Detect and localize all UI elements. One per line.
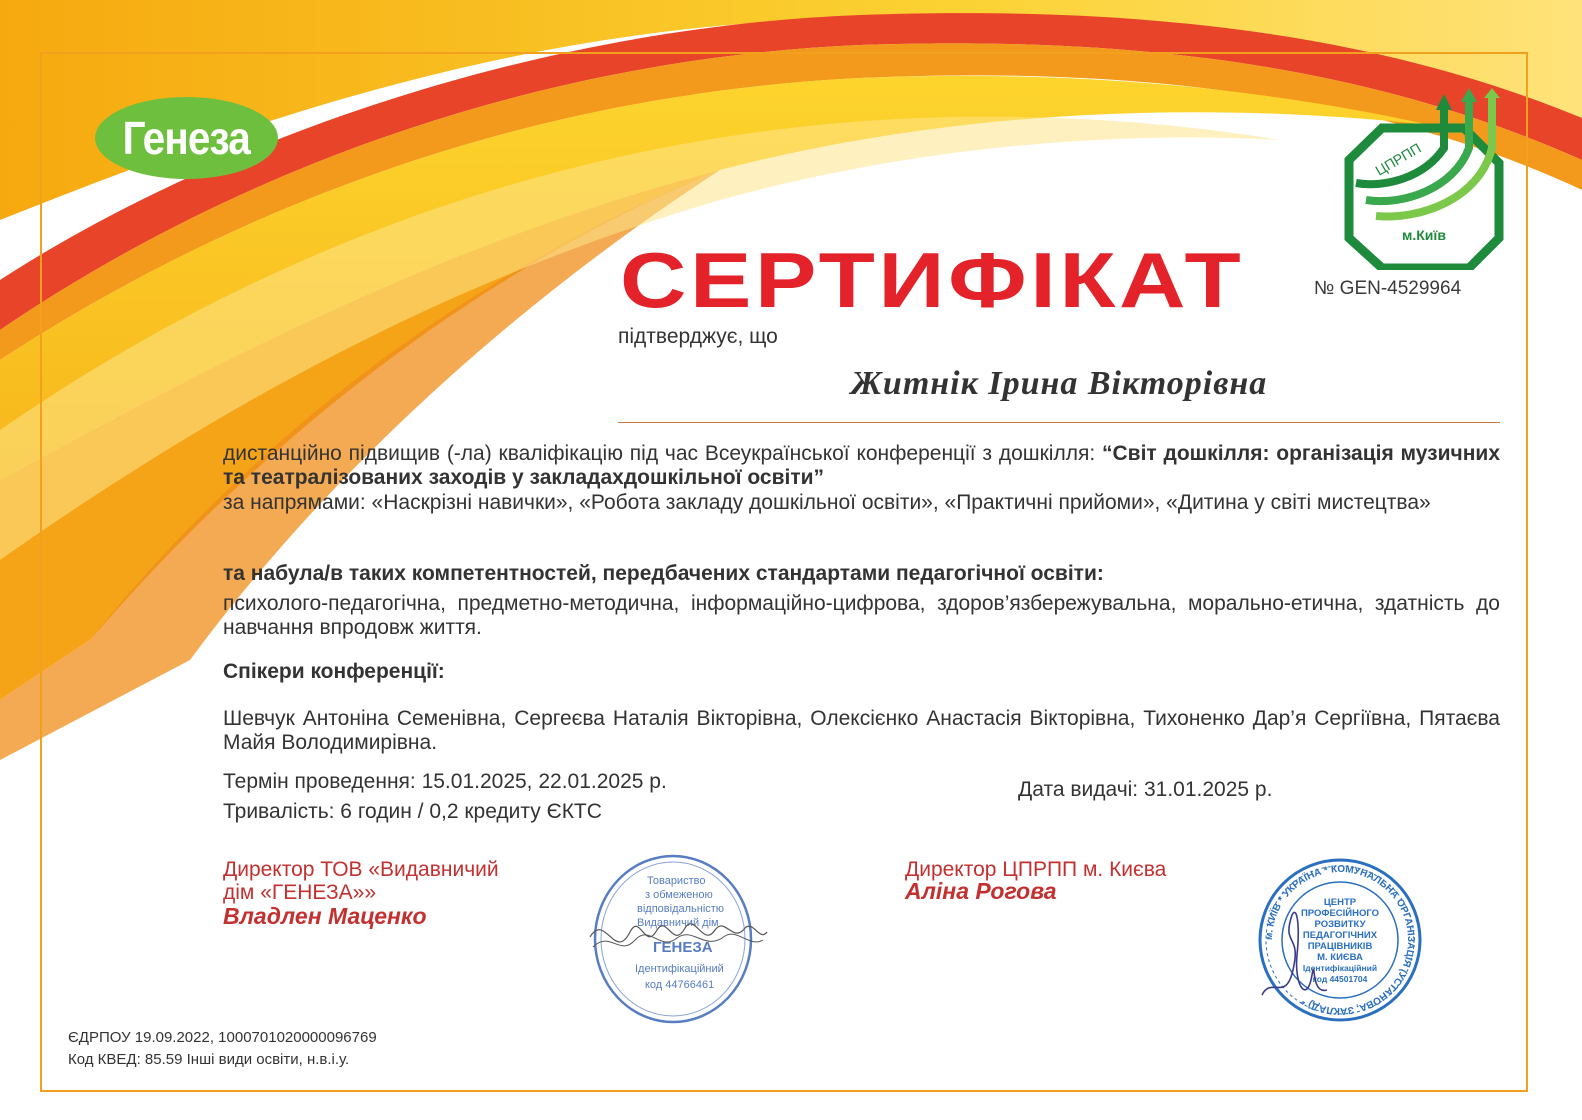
speakers-text: Шевчук Антоніна Семенівна, Сергеєва Наталія Вікторівна, Олексієнко Анастасія Вікторівна, Тихоненко Дар’я Сергіївна, Пятаєва Майя Володимирівна. [223, 707, 1500, 754]
stamp-right-line3: РОЗВИТКУ [1314, 919, 1366, 930]
signature-right-name: Аліна Рогова [905, 878, 1057, 904]
stamp-left-line1: Товариство [647, 875, 706, 887]
stamp-right-line8: код 44501704 [1312, 974, 1368, 984]
signature-left-role-line1: Директор ТОВ «Видавничий [223, 858, 499, 881]
geneza-logo [95, 97, 278, 179]
stamp-right-line5: ПРАЦІВНИКІВ [1307, 941, 1373, 952]
stamp-left-line4: Видавничий дім [637, 917, 719, 929]
certificate-number: № GEN-4529964 [1314, 278, 1462, 299]
stamp-left [585, 852, 770, 1027]
recipient-name: Житнік Ірина Вікторівна [850, 365, 1268, 402]
geneza-logo-text: Генеза [122, 112, 251, 164]
cprpp-logo [1344, 88, 1504, 270]
stamp-right [1252, 855, 1427, 1025]
stamp-right-line7: Ідентифікаційний [1302, 963, 1378, 973]
stamp-right-line4: ПЕДАГОГІЧНИХ [1302, 930, 1378, 941]
stamp-right-line2: ПРОФЕСІЙНОГО [1300, 908, 1380, 919]
certificate-title: СЕРТИФІКАТ [620, 236, 1245, 324]
qualification-paragraph [223, 442, 1500, 490]
issue-date: Дата видачі: 31.01.2025 р. [1018, 778, 1273, 801]
qualification-text: дистанційно підвищив (-ла) кваліфікацію під час Всеукраїнської конференції з дошкілля: [223, 442, 1103, 465]
directions-paragraph: за напрямами: «Наскрізні навички», «Робота закладу дошкільної освіти», «Практичні прийоми», «Дитина у світі мистецтва» [223, 491, 1431, 514]
stamp-left-line7: код 44766461 [645, 979, 715, 991]
competencies-heading: та набула/в таких компетентностей, передбачених стандартами педагогічної освіти: [223, 562, 1104, 585]
stamp-left-line5: ГЕНЕЗА [653, 939, 713, 956]
footer-kved: Код КВЕД: 85.59 Інші види освіти, н.в.і.у. [68, 1051, 350, 1068]
confirms-text: підтверджує, що [618, 325, 778, 348]
recipient-underline [618, 422, 1500, 423]
term-text: Термін проведення: 15.01.2025, 22.01.2025 р. [223, 770, 667, 793]
stamp-left-line6: Ідентифікаційний [635, 963, 724, 975]
signature-right-role: Директор ЦПРПП м. Києва [905, 858, 1167, 881]
stamp-right-ring-text: м. КИЇВ * УКРАЇНА * КОМУНАЛЬНА ОРГАНІЗАЦІЯ (УСТАНОВА, ЗАКЛАД) * [1263, 863, 1417, 1017]
signature-left-role [223, 858, 499, 904]
footer-edrpou: ЄДРПОУ 19.09.2022, 1000701020000096769 [68, 1029, 377, 1046]
conference-title: “Світ дошкілля: організація музичних та театралізованих заходів у закладахдошкільної освіти” [223, 442, 1501, 489]
duration-text: Тривалість: 6 годин / 0,2 кредиту ЄКТС [223, 800, 602, 823]
signature-left-name: Владлен Маценко [223, 903, 427, 929]
competencies-text: психолого-педагогічна, предметно-методична, інформаційно-цифрова, здоров’язбережувальна, морально-етична, здатність до навчання впродовж життя. [223, 592, 1500, 639]
stamp-left-line2: з обмеженою [645, 889, 713, 901]
stamp-left-line3: відповідальністю [637, 903, 725, 915]
speakers-heading: Спікери конференції: [223, 660, 445, 683]
stamp-right-line1: ЦЕНТР [1323, 897, 1357, 908]
stamp-right-line6: М. КИЄВА [1317, 952, 1363, 963]
cprpp-logo-bottom-text: м.Київ [1402, 227, 1446, 243]
signature-left-role-line2: дім «ГЕНЕЗА»» [223, 881, 377, 904]
cprpp-logo-top-text: ЦПРПП [1372, 139, 1424, 179]
